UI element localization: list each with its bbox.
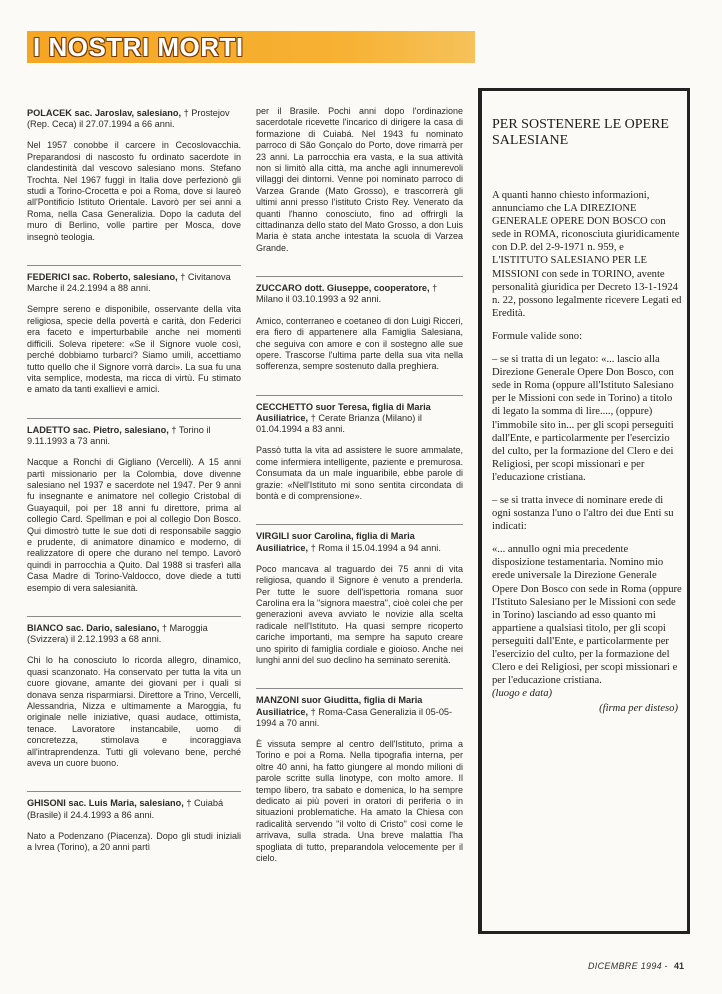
obituary-entry (27, 425, 241, 594)
obituary-entry (256, 283, 463, 372)
obituary-name: MANZONI suor Giuditta, figlia di Maria Ausiliatrice, (256, 695, 423, 717)
obituary-heading (27, 623, 241, 645)
section-banner (27, 31, 475, 63)
divider (27, 265, 241, 266)
obituary-column-2 (256, 106, 463, 887)
obituary-text: Nel 1957 conobbe il carcere in Cecoslovacchia. Preparandosi di nascosto fu ordinato sacerdote in clandestinità dal vescovo salesiano mons. Stefano Trochta. Nel 1967 fuggì in Italia dove perfezionò gli studi a Torino-Crocetta e poi a Roma, dove si laureò all'Pontificio Istituto Orientale. Lavorò per sei anni a Roma, nella Casa Generalizia. Dopo la caduta del muro di Berlino, volle partire per Mosca, dove insegnò teologia. (27, 140, 241, 242)
obituary-text: Amico, conterraneo e coetaneo di don Luigi Ricceri, era fiero di appartenere alla Famiglia Salesiana, che seguiva con amore e con il sostegno alle sue opere. Trascorse l'ultima parte della sua vita nella sofferenza, sempre sostenuto dalla preghiera. (256, 315, 463, 372)
obituary-name: ZUCCARO dott. Giuseppe, cooperatore, (256, 283, 430, 294)
divider (256, 395, 463, 396)
divider (27, 791, 241, 792)
obituary-date: † Milano il 03.10.1993 a 92 anni. (256, 283, 438, 305)
obituary-heading (27, 108, 241, 130)
box-title: PER SOSTENERE LE OPERE SALESIANE (492, 117, 669, 148)
obituary-text: È vissuta sempre al centro dell'Istituto, prima a Torino e poi a Roma. Nella tipografia interna, per oltre 40 anni, ha fatto giungere al mondo milioni di parole scritte sulla linotype, con molto amore. Il tempo libero, tra sabato e domenica, lo ha sempre dedicato ai più poveri in oratori di periferia o in situazioni problematiche. Ha amato la Chiesa con radicalità servendo "il volto di Cristo" così come le arrivava, sulla strada. Una breve malattia l'ha spogliata di tutto, preparandola velocemente per il cielo. (256, 739, 463, 864)
obituary-heading (27, 798, 241, 820)
obituary-entry-continued (256, 106, 463, 254)
obituary-entry (256, 531, 463, 666)
obituary-text: Nato a Podenzano (Piacenza). Dopo gli studi iniziali a Ivrea (Torino), a 20 anni partì (27, 830, 241, 853)
obituary-date: † Maroggia (Svizzera) il 2.12.1993 a 68 anni. (27, 623, 208, 645)
obituary-name: FEDERICI sac. Roberto, salesiano, (27, 272, 178, 283)
place-date-note: (luogo e data) (492, 688, 553, 700)
obituary-date: † Torino il 9.11.1993 a 73 anni. (27, 424, 211, 446)
divider (256, 276, 463, 277)
obituary-heading (27, 425, 241, 447)
obituary-date: † Cuiabá (Brasile) il 24.4.1993 a 86 anni. (27, 798, 224, 820)
obituary-entry (27, 623, 241, 769)
obituary-name: VIRGILI suor Carolina, figlia di Maria Ausiliatrice, (256, 531, 415, 553)
obituary-date: † Roma il 15.04.1994 a 94 anni. (310, 542, 441, 553)
obituary-heading (256, 402, 463, 436)
obituary-name: BIANCO sac. Dario, salesiano, (27, 623, 160, 633)
obituary-date: † Roma-Casa Generalizia il 05-05-1994 a 70 anni. (256, 706, 453, 728)
obituary-heading (27, 272, 241, 294)
obituary-entry (27, 108, 241, 243)
divider (256, 688, 463, 689)
obituary-date: † Cerate Brianza (Milano) il 01.04.1994 a 83 anni. (256, 412, 422, 435)
divider (27, 616, 241, 617)
legacy-info-box (478, 88, 690, 934)
obituary-date: † Prostejov (Rep. Ceca) il 27.07.1994 a 66 anni. (27, 108, 230, 130)
obituary-date: † Civitanova Marche il 24.2.1994 a 88 anni. (27, 272, 231, 294)
obituary-text: Poco mancava al traguardo dei 75 anni di vita religiosa, quando il Signore è venuto a prenderla. Per tutte le suore dell'ispettoria romana suor Carolina era la "signora maestra", cioè colei che per generazioni aveva avviato le novizie alla scelta radicale nell'Istituto. Ha quasi sempre ricoperto cariche importanti, ma sempre ha saputo creare uno spirito di famiglia cordiale e gioioso. Anche nei lunghi anni del suo declino ha seminato serenità. (256, 563, 463, 666)
box-paragraph: – se si tratta di un legato: «... lascio alla Direzione Generale Opere Don Bosco, con sede in Roma (oppure all'Istituto Salesiano per le Missioni con sede in Torino) a titolo di legato la somma di lire...., (oppure) l'immobile sito in... per gli scopi perseguiti dall'Ente, e particolarmente per l'esercizio del culto, per la formazione del Clero e dei Religiosi, per scopi missionari e per l'educazione cristiana. (492, 354, 674, 483)
divider (256, 524, 463, 525)
obituary-entry (27, 272, 241, 396)
section-title: I NOSTRI MORTI (33, 32, 244, 62)
page-footer (588, 961, 684, 971)
obituary-name: GHISONI sac. Luis Maria, salesiano, (27, 798, 184, 809)
obituary-entry (27, 798, 241, 853)
obituary-column-1 (27, 108, 241, 876)
divider (27, 418, 241, 419)
signature-note: (firma per disteso) (599, 703, 678, 715)
box-paragraph: «... annullo ogni mia precedente disposizione testamentaria. Nomino mio erede universale la Direzione Generale Opere Don Bosco con sede in Roma (oppure l'Istituto Salesiano per le Missioni con sede in Torino) lasciando ad esso quanto mi appartiene a qualsiasi titolo, per gli scopi perseguiti dall'Ente, e particolarmente per l'esercizio del culto, per la formazione del Clero e dei Religiosi, per scopi missionari e per l'educazione cristiana. (492, 544, 682, 687)
obituary-text: per il Brasile. Pochi anni dopo l'ordinazione sacerdotale ricevette l'incarico di dirigere la casa di formazione di Cuiabá. Nel 1943 fu nominato parroco di São Gonçalo do Porto, dove rimarrà per 23 anni. La parrocchia era vasta, e la sua attività non si limitò alla città, ma anche agli innumerevoli villaggi dei dintorni. Venne poi nominato parroco di Varzea Grande (Mato Grosso), e trascorrerà gli ultimi anni presso l'istituto Cristo Rey. Venerato da quanti l'hanno conosciuto, fino ad offrirgli la cittadinanza dello stato del Mato Grosso, a don Luis Maria è stata anche intestata la scuola di Varzea Grande. (256, 106, 463, 253)
obituary-heading (256, 283, 463, 305)
obituary-heading (256, 531, 463, 553)
obituary-name: LADETTO sac. Pietro, salesiano, (27, 424, 169, 435)
obituary-text: Sempre sereno e disponibile, osservante della vita religiosa, specie della povertà e carità, don Federici era faceto e imperturbabile anche nei momenti difficili. Soleva ripetere: «Se il Signore vuole così, perché dobbiamo turbarci? Siamo umili, accettiamo tutto quello che il Signore vorrà darci». La sua fu una vita semplice, modesta, ma ricca di virtù. Fu stimato e amato da tanti exallievi e amici. (27, 304, 241, 395)
footer-dash: - (664, 961, 668, 971)
obituary-name: POLACEK sac. Jaroslav, salesiano, (27, 108, 182, 118)
box-paragraph: – se si tratta invece di nominare erede di ogni sostanza l'uno o l'altro dei due Enti su indicati: (492, 494, 674, 533)
obituary-entry (256, 695, 463, 864)
obituary-entry (256, 402, 463, 503)
box-paragraph: Formule valide sono: (492, 330, 583, 342)
obituary-text: Chi lo ha conosciuto lo ricorda allegro, dinamico, quasi scanzonato. Ha conservato per tutta la vita un cuore giovane, amante dei giovani per i quali si donava senza risparmiarsi. Direttore a Trino, Vercelli, Alessandria, Nizza e ultimamente a Maroggia, fu originale nelle iniziative, quasi audace, ottimista, tenace. Lavoratore instancabile, uomo di concretezza, stimolava e incoraggiava all'intraprendenza. Tutti gli volevano bene, perché aveva un cuore buono. (27, 655, 241, 769)
obituary-text: Nacque a Ronchi di Gigliano (Vercelli). A 15 anni partì missionario per la Colombia, dove divenne salesiano nel 1937 e sacerdote nel 1947. Per 9 anni fu insegnante e animatore nel collegio Cristobal di Guayaquil, poi per 18 anni fu direttore, prima al collegio Card. Spellman e poi al collegio Don Bosco. Qui dimostrò tutte le sue doti di responsabile saggio e prudente, di animatore dinamico e moderno, di realizzatore di opere che durano nel tempo. Lavorò quindi in parrocchia a Quito. Dal 1988 si trasferì alla Casa Madre di Torino-Valdocco, dove diede a tutti esempio di vera salesianità. (27, 457, 241, 593)
issue-date: DICEMBRE 1994 (588, 961, 662, 971)
obituary-heading (256, 695, 463, 729)
obituary-name: CECCHETTO suor Teresa, figlia di Maria Ausiliatrice, (256, 401, 431, 423)
obituary-text: Passò tutta la vita ad assistere le suore ammalate, come infermiera intelligente, paziente e premurosa. Consumata da un male inguaribile, ebbe parole di grazie: «Nell'Istituto mi sono sentita circondata di bontà e di comprensione». (256, 445, 463, 501)
page-number: 41 (673, 961, 684, 971)
box-paragraph: A quanti hanno chiesto informazioni, annunciamo che LA DIREZIONE GENERALE OPERE DON BOSCO con sede in ROMA, riconosciuta giuridicamente con D.P. del 2-9-1971 n. 959, e L'ISTITUTO SALESIANO PER LE MISSIONI con sede in TORINO, avente personalità giuridica per Decreto 13-1-1924 n. 22, possono legalmente ricevere Legati ed Eredità. (492, 190, 682, 319)
